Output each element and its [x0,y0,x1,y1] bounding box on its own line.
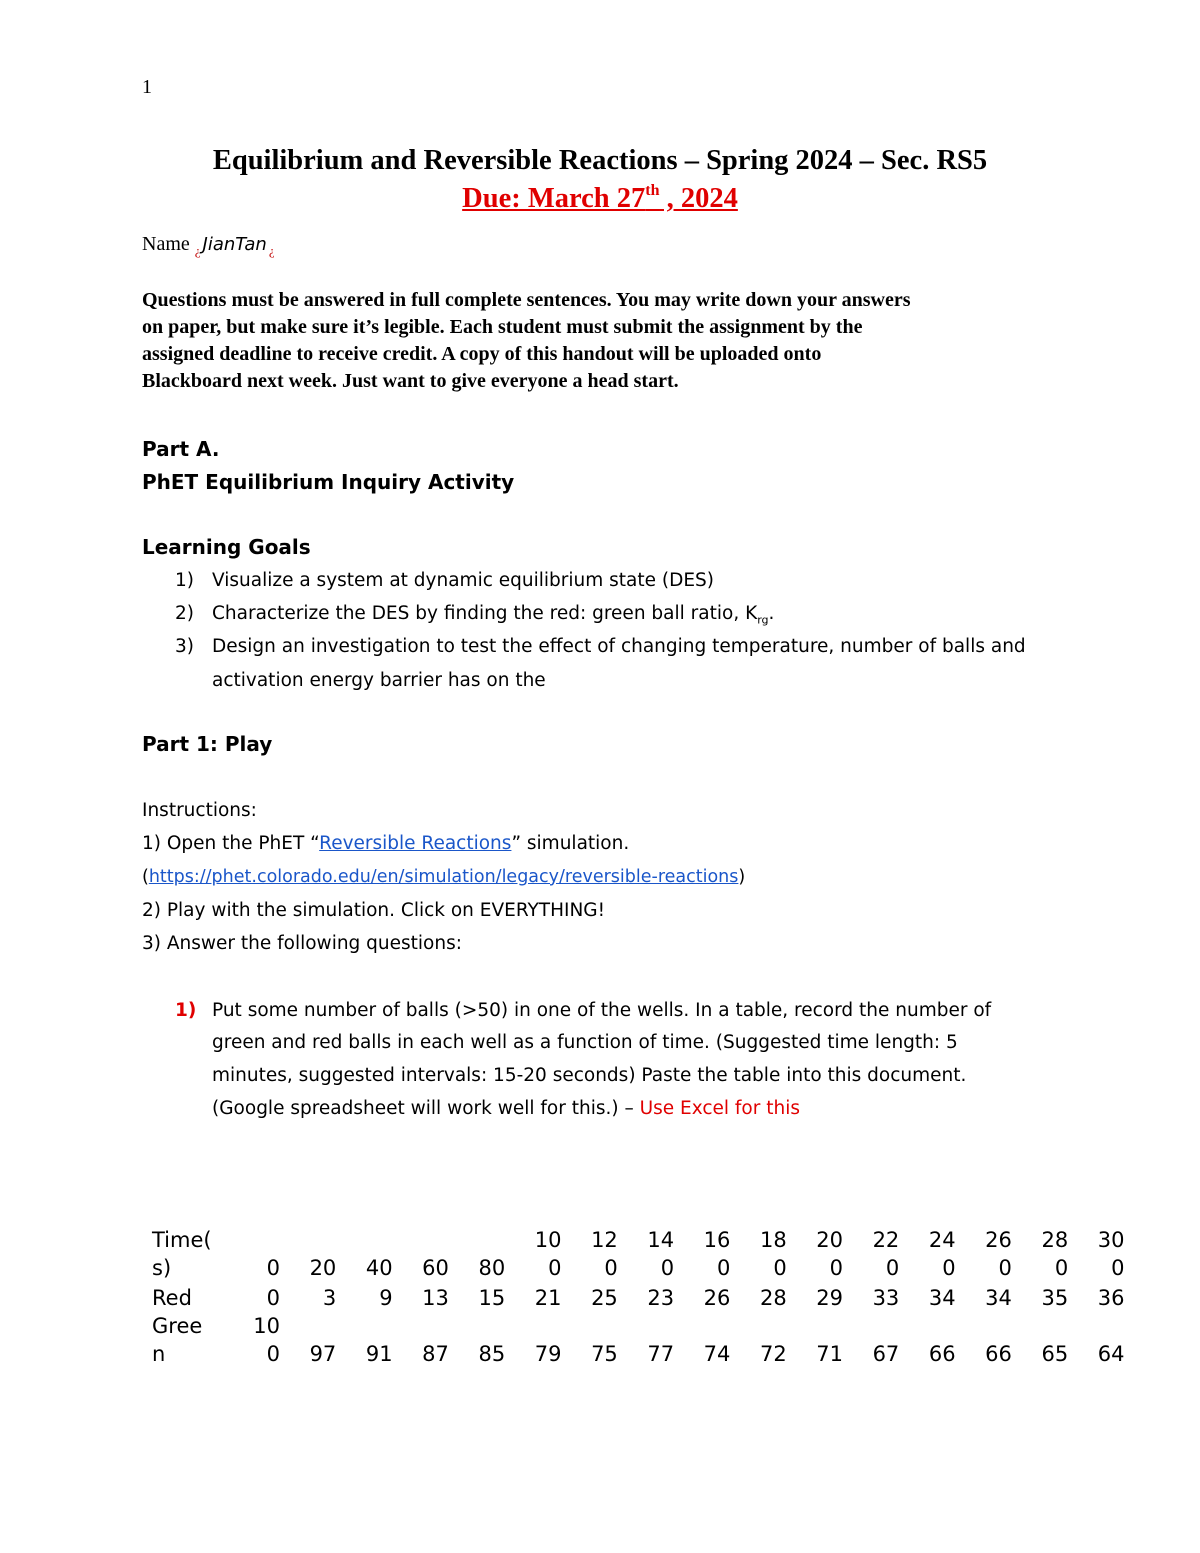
time-label-line1: Time( [152,1228,212,1252]
green-value-cell: 97 [309,1342,337,1366]
red-value-cell: 13 [422,1286,449,1310]
question-1-line: minutes, suggested intervals: 15-20 seconds) Paste the table into this document. [212,1065,967,1086]
time-value-cell: 0 [1054,1256,1069,1280]
green-value-cell: 87 [422,1342,449,1366]
goal-number: 3) [175,636,194,657]
red-value-cell: 21 [534,1286,562,1310]
simulation-url-link[interactable]: https://phet.colorado.edu/en/simulation/legacy/reversible-reactions [148,867,739,887]
time-value-cell: 20 [816,1228,843,1252]
part-a-heading: Part A. [142,437,220,461]
green-value-cell: 74 [703,1342,731,1366]
time-value-cell: 20 [309,1256,337,1280]
time-value-cell: 16 [703,1228,731,1252]
step-2: 2) Play with the simulation. Click on EVERYTHING! [142,900,606,921]
step-1-suffix: ” simulation. [511,833,630,854]
red-value-cell: 36 [1097,1286,1125,1310]
goal-text-tail: . [768,603,775,624]
page-number: 1 [142,76,152,98]
time-value-cell: 80 [478,1256,506,1280]
time-value-cell: 0 [548,1256,562,1280]
red-value-cell: 28 [759,1286,787,1310]
time-value-cell: 60 [422,1256,449,1280]
red-value-cell: 0 [266,1286,280,1310]
assignment-instructions [142,287,1072,395]
green-value-cell: 10 [253,1314,280,1338]
green-value-cell: 66 [928,1342,956,1366]
green-value-cell: 65 [1041,1342,1069,1366]
due-superscript: th [645,182,660,199]
goal-number: 1) [175,570,194,591]
time-value-cell: 18 [759,1228,787,1252]
time-value-cell: 28 [1041,1228,1069,1252]
red-value-cell: 9 [379,1286,393,1310]
red-value-cell: 25 [591,1286,618,1310]
due-date [0,181,1200,217]
part-a-subtitle: PhET Equilibrium Inquiry Activity [142,470,515,494]
time-value-cell: 0 [773,1256,787,1280]
step-1-prefix: 1) Open the PhET “ [142,833,320,854]
question-1-line: green and red balls in each well as a function of time. (Suggested time length: 5 [212,1032,958,1053]
goal-subscript: rg [757,613,769,627]
url-open-paren: ( [142,867,149,887]
due-prefix: Due: March 27 [462,183,646,214]
simulation-url-line [142,867,745,887]
green-value-cell: 71 [816,1342,843,1366]
red-value-cell: 26 [703,1286,731,1310]
part1-heading: Part 1: Play [142,732,273,756]
red-value-cell: 3 [322,1286,337,1310]
reversible-reactions-link[interactable]: Reversible Reactions [319,833,512,854]
due-suffix: , 2024 [659,183,738,214]
time-value-cell: 30 [1097,1228,1125,1252]
green-value-cell: 64 [1097,1342,1125,1366]
time-value-cell: 24 [928,1228,956,1252]
green-label-line2: n [152,1342,166,1366]
goal-text: Visualize a system at dynamic equilibrium state (DES) [212,570,715,591]
time-value-cell: 0 [998,1256,1012,1280]
time-value-cell: 26 [985,1228,1012,1252]
goal-number: 2) [175,603,194,624]
question-1-line: Put some number of balls (>50) in one of the wells. In a table, record the number of [212,1000,992,1021]
time-value-cell: 0 [717,1256,731,1280]
use-excel-note: Use Excel for this [639,1098,800,1119]
time-value-cell: 0 [885,1256,900,1280]
instructions-line: assigned deadline to receive credit. A copy of this handout will be uploaded onto [142,343,822,365]
time-value-cell: 14 [647,1228,675,1252]
time-value-cell: 0 [660,1256,675,1280]
green-value-cell: 85 [478,1342,506,1366]
red-value-cell: 34 [928,1286,956,1310]
step-1 [142,833,629,854]
instructions-label: Instructions: [142,800,257,821]
time-value-cell: 0 [942,1256,956,1280]
goal-text [212,603,774,627]
green-value-cell: 67 [872,1342,900,1366]
time-value-cell: 22 [872,1228,900,1252]
red-label: Red [152,1286,192,1310]
time-value-cell: 0 [604,1256,618,1280]
red-value-cell: 15 [478,1286,506,1310]
instructions-line: Blackboard next week. Just want to give everyone a head start. [142,370,679,392]
red-value-cell: 23 [647,1286,675,1310]
time-value-cell: 12 [591,1228,618,1252]
instructions-line: Questions must be answered in full complete sentences. You may write down your answers [142,289,911,311]
green-value-cell: 91 [365,1342,393,1366]
time-label-line2: s) [152,1256,172,1280]
time-value-cell: 0 [266,1256,280,1280]
green-value-cell: 0 [266,1342,280,1366]
instructions-line: on paper, but make sure it’s legible. Each student must submit the assignment by the [142,316,863,338]
time-value-cell: 0 [829,1256,843,1280]
time-value-cell: 0 [1111,1256,1125,1280]
time-value-cell: 10 [534,1228,562,1252]
page-title: Equilibrium and Reversible Reactions – Spring 2024 – Sec. RS5 [212,145,988,176]
red-value-cell: 35 [1041,1286,1069,1310]
name-field-end-marker: ¿ [268,243,275,258]
green-value-cell: 72 [759,1342,787,1366]
url-close-paren: ) [738,867,746,887]
green-value-cell: 77 [647,1342,675,1366]
name-field-start-marker: ¿ [194,243,201,258]
goal-text-main: Characterize the DES by finding the red: green ball ratio, K [212,603,758,624]
goal-text: Design an investigation to test the effect of changing temperature, number of balls and [212,636,1026,657]
goal-text-continued: activation energy barrier has on the [212,670,546,691]
name-row [142,233,275,256]
red-value-cell: 29 [816,1286,843,1310]
green-label-line1: Gree [152,1314,203,1338]
name-field-value[interactable]: JianTan [202,234,267,255]
step-3: 3) Answer the following questions: [142,933,462,954]
time-value-cell: 40 [365,1256,393,1280]
red-value-cell: 34 [985,1286,1012,1310]
learning-goals-heading: Learning Goals [142,535,311,559]
red-value-cell: 33 [872,1286,900,1310]
green-value-cell: 75 [591,1342,618,1366]
green-value-cell: 79 [534,1342,562,1366]
green-value-cell: 66 [985,1342,1012,1366]
question-1-number: 1) [175,1000,197,1021]
name-label: Name [142,233,190,255]
question-1-last-line: (Google spreadsheet will work well for this.) – [212,1098,640,1119]
question-1-line [212,1098,800,1119]
